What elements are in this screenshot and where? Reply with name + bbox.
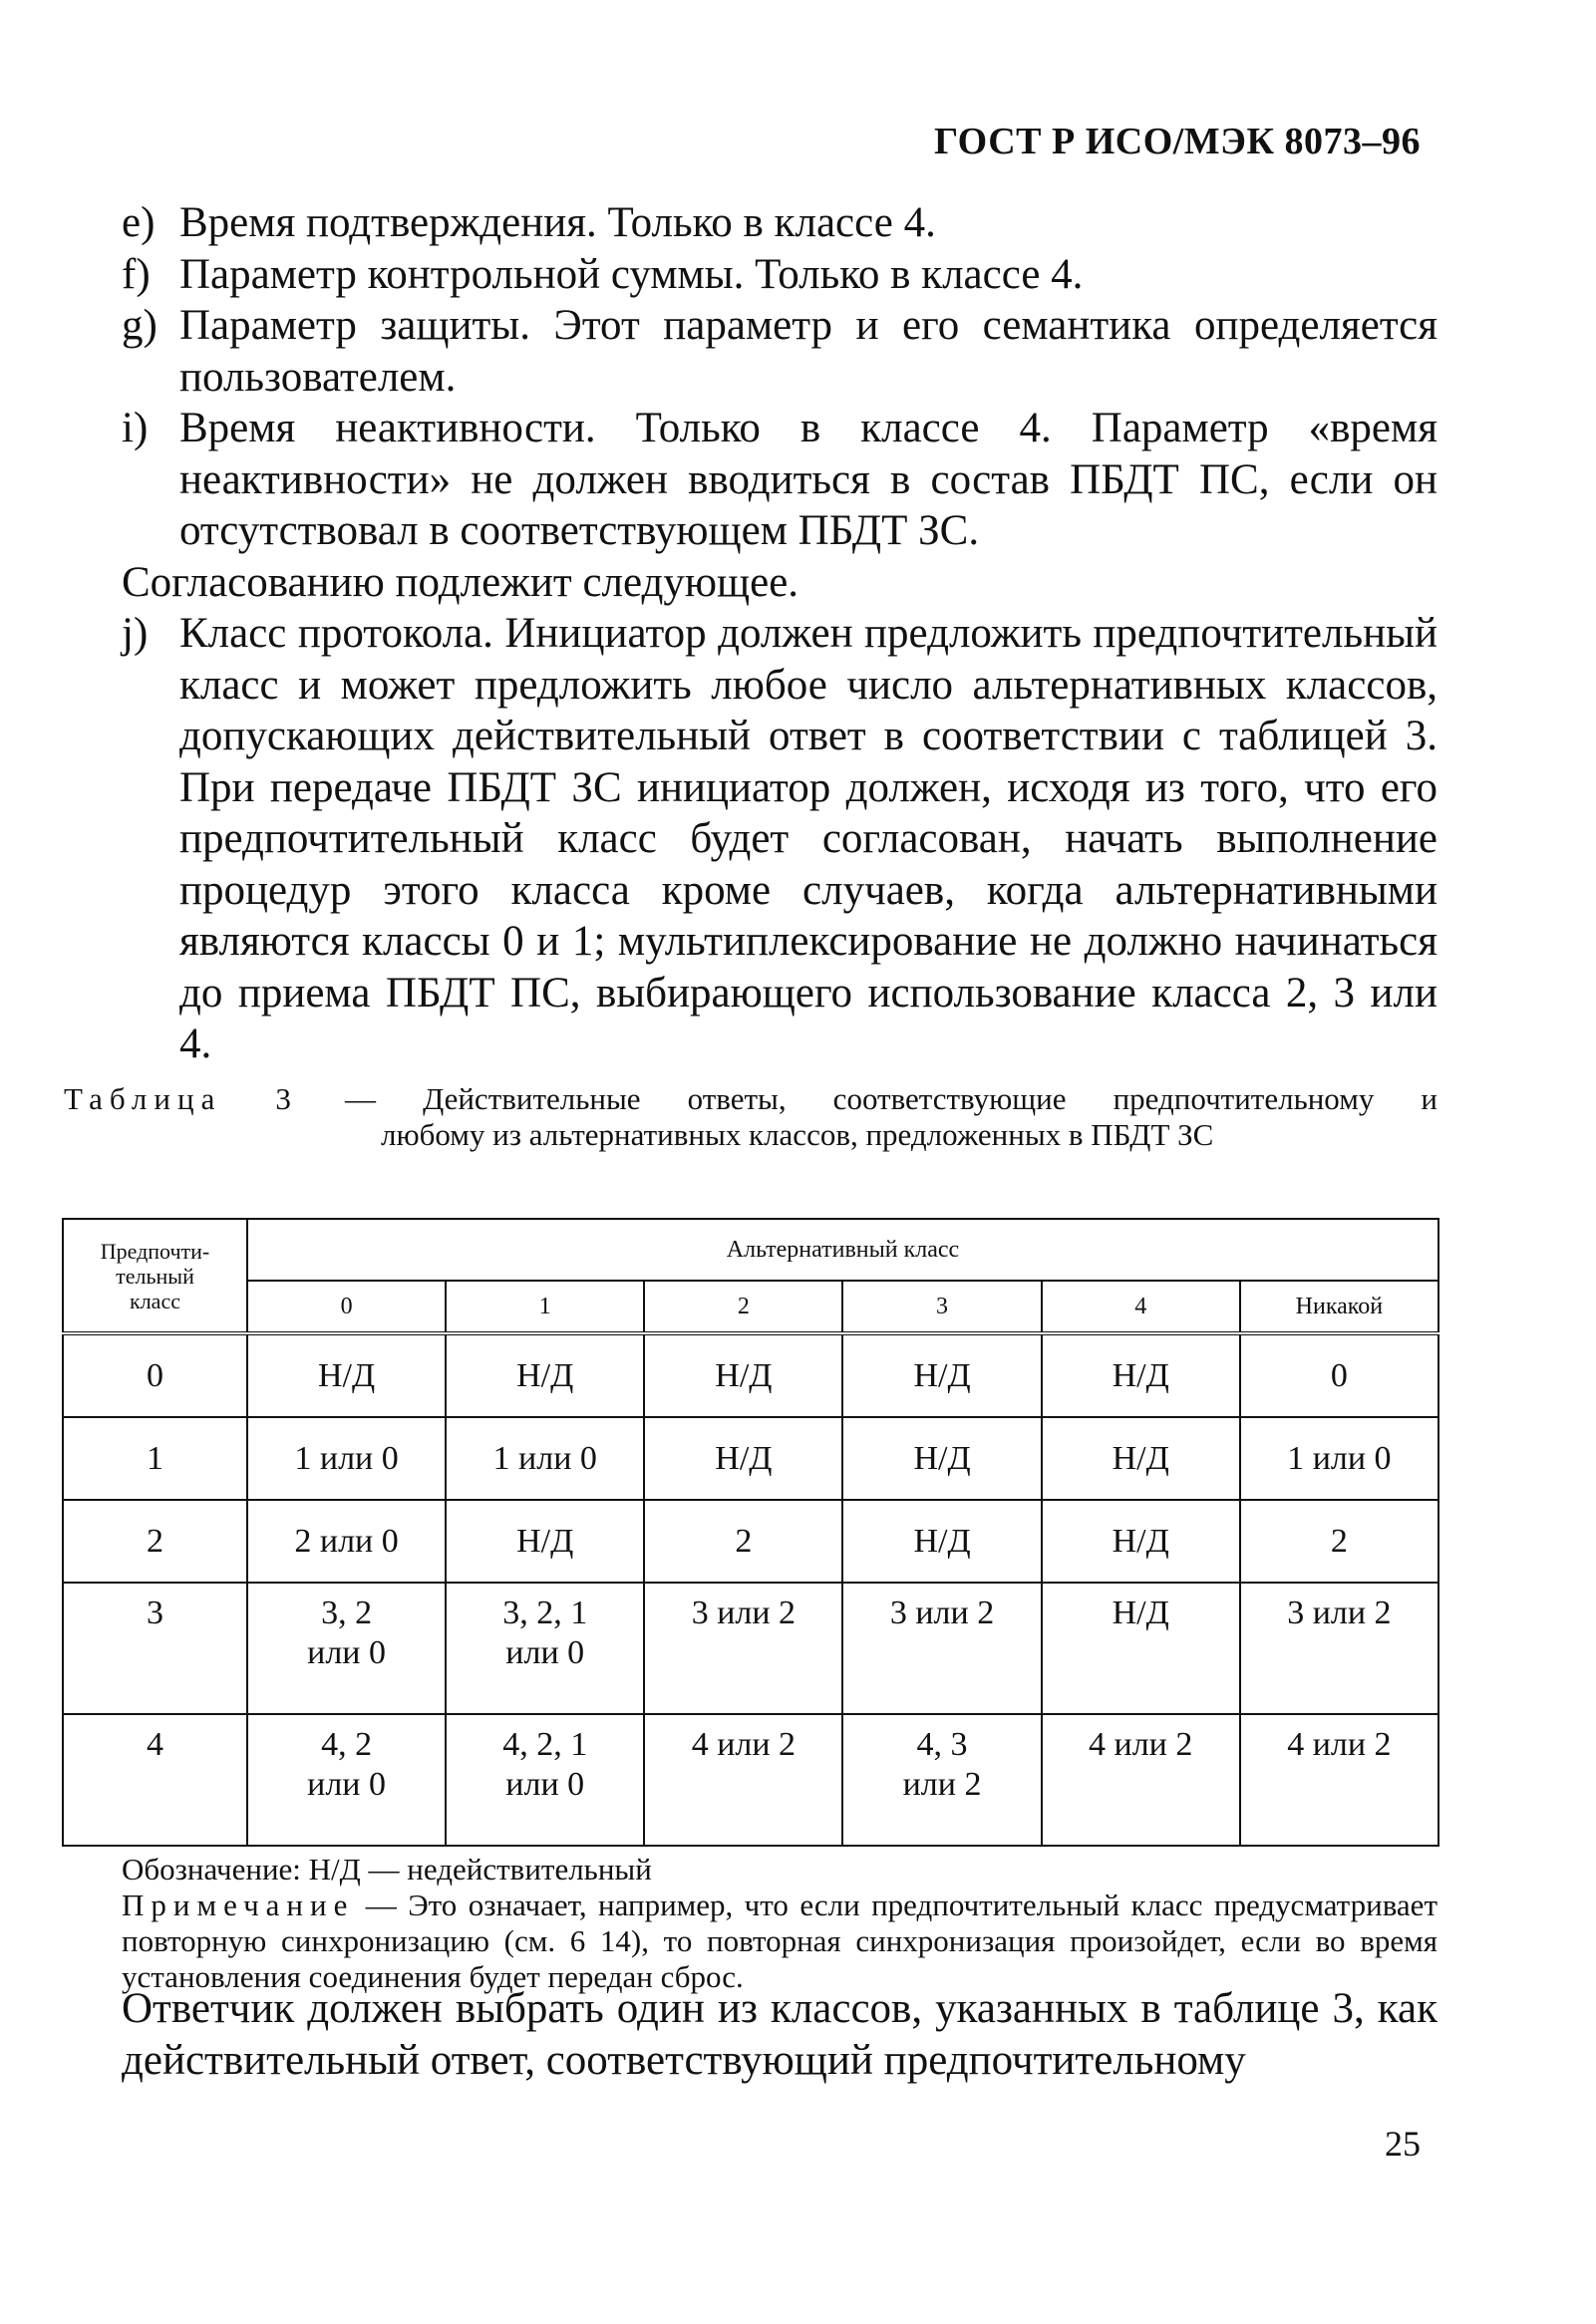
list-item xyxy=(122,197,1437,249)
table-caption xyxy=(64,1081,1437,1153)
table-cell: 4 или 2 xyxy=(1240,1714,1438,1846)
preferred-class-cell: 2 xyxy=(63,1500,247,1583)
preferred-class-header: Предпочти- тельный класс xyxy=(63,1219,247,1333)
list-item xyxy=(122,403,1437,557)
items-block xyxy=(122,197,1437,1070)
classes-table xyxy=(62,1218,1439,1847)
table-cell: 3 или 2 xyxy=(1240,1583,1438,1714)
table-cell: 2 xyxy=(1240,1500,1438,1583)
table-cell: 0 xyxy=(1240,1333,1438,1417)
table-cell: Н/Д xyxy=(1042,1333,1240,1417)
column-header: 3 xyxy=(842,1281,1041,1333)
column-header: 4 xyxy=(1042,1281,1240,1333)
table-cell: 1 или 0 xyxy=(446,1417,644,1500)
note-label: Примечание xyxy=(122,1888,355,1922)
notes-block xyxy=(122,1852,1437,1995)
table-cell: 3 или 2 xyxy=(644,1583,842,1714)
column-header: 2 xyxy=(644,1281,842,1333)
table-caption-line1: Действительные ответы, соответствующие предпочтительному и xyxy=(423,1081,1437,1116)
table-cell: 4, 2 или 0 xyxy=(247,1714,446,1846)
note xyxy=(122,1888,1437,1995)
item-marker: i) xyxy=(122,405,149,451)
page-header: ГОСТ Р ИСО/МЭК 8073–96 xyxy=(933,121,1421,162)
table-cell: 3, 2 или 0 xyxy=(247,1583,446,1714)
table-cell: 4, 3 или 2 xyxy=(842,1714,1041,1846)
table-cell: Н/Д xyxy=(446,1333,644,1417)
table-cell: 2 xyxy=(644,1500,842,1583)
table-cell: Н/Д xyxy=(247,1333,446,1417)
table-cell: 2 или 0 xyxy=(247,1500,446,1583)
table-cell: Н/Д xyxy=(842,1500,1041,1583)
list-item xyxy=(122,249,1437,301)
table-cell: 3, 2, 1 или 0 xyxy=(446,1583,644,1714)
item-text: Время подтверждения. Только в классе 4. xyxy=(179,199,936,246)
table-cell: Н/Д xyxy=(446,1500,644,1583)
table-row xyxy=(63,1500,1438,1583)
table-row xyxy=(63,1333,1438,1417)
item-marker: e) xyxy=(122,199,156,246)
final-paragraph: Ответчик должен выбрать один из классов, указанных в таблице 3, как действительный ответ, соответствующий предпочтительному xyxy=(122,1985,1437,2084)
item-text: Класс протокола. Инициатор должен предложить предпочтительный класс и может предложить любое число альтернативных классов, допускающих действительный ответ в соответствии с таблицей 3. При передаче ПБДТ ЗС инициатор должен, исходя из того, что его предпочтительный класс будет согласован, начать выполнение процедур этого класса кроме случаев, когда альтернативными являются классы 0 и 1; мультиплексирование не должно начинаться до приема ПБДТ ПС, выбирающего использование класса 2, 3 или 4. xyxy=(179,610,1437,1067)
list-item xyxy=(122,300,1437,403)
item-marker: f) xyxy=(122,250,151,298)
table-cell: 1 или 0 xyxy=(1240,1417,1438,1500)
table-cell: Н/Д xyxy=(1042,1417,1240,1500)
table-cell: Н/Д xyxy=(1042,1583,1240,1714)
legend: Обозначение: Н/Д — недействительный xyxy=(122,1852,652,1887)
item-marker: j) xyxy=(122,610,149,657)
item-text: Параметр контрольной суммы. Только в классе 4. xyxy=(179,250,1084,298)
table-row xyxy=(63,1714,1438,1846)
table-cell: Н/Д xyxy=(842,1417,1041,1500)
preferred-class-cell: 3 xyxy=(63,1583,247,1714)
alternative-class-header: Альтернативный класс xyxy=(247,1219,1438,1281)
preferred-class-cell: 0 xyxy=(63,1333,247,1417)
column-header: 1 xyxy=(446,1281,644,1333)
preferred-class-cell: 4 xyxy=(63,1714,247,1846)
table-label: Таблица 3 xyxy=(64,1081,298,1116)
list-item xyxy=(122,608,1437,1070)
note-text: Это означает, например, что если предпочтительный класс предусматривает повторную синхронизацию (см. 6 14), то повторная синхронизация произойдет, если во время установления соединения будет передан сброс. xyxy=(122,1888,1437,1994)
table-cell: 4, 2, 1 или 0 xyxy=(446,1714,644,1846)
table-row xyxy=(63,1417,1438,1500)
item-text: Время неактивности. Только в классе 4. Параметр «время неактивности» не должен вводиться в состав ПБДТ ПС, если он отсутствовал в соответствующем ПБДТ ЗС. xyxy=(179,405,1437,554)
column-header: Никакой xyxy=(1240,1281,1438,1333)
column-header: 0 xyxy=(247,1281,446,1333)
table-cell: 1 или 0 xyxy=(247,1417,446,1500)
note-dash: — xyxy=(354,1888,409,1922)
table-cell: Н/Д xyxy=(644,1333,842,1417)
item-text: Параметр защиты. Этот параметр и его семантика определяется пользователем. xyxy=(179,302,1437,401)
preferred-class-cell: 1 xyxy=(63,1417,247,1500)
page-number: 25 xyxy=(1385,2124,1421,2164)
table-caption-dash: — xyxy=(297,1081,424,1116)
table-cell: 4 или 2 xyxy=(644,1714,842,1846)
table-cell: 3 или 2 xyxy=(842,1583,1041,1714)
table-cell: 4 или 2 xyxy=(1042,1714,1240,1846)
table-caption-line2: любому из альтернативных классов, предложенных в ПБДТ ЗС xyxy=(381,1117,1214,1152)
agreement-intro: Согласованию подлежит следующее. xyxy=(122,558,799,606)
table-row xyxy=(63,1583,1438,1714)
item-marker: g) xyxy=(122,302,158,349)
table-cell: Н/Д xyxy=(1042,1500,1240,1583)
table-cell: Н/Д xyxy=(644,1417,842,1500)
table-cell: Н/Д xyxy=(842,1333,1041,1417)
